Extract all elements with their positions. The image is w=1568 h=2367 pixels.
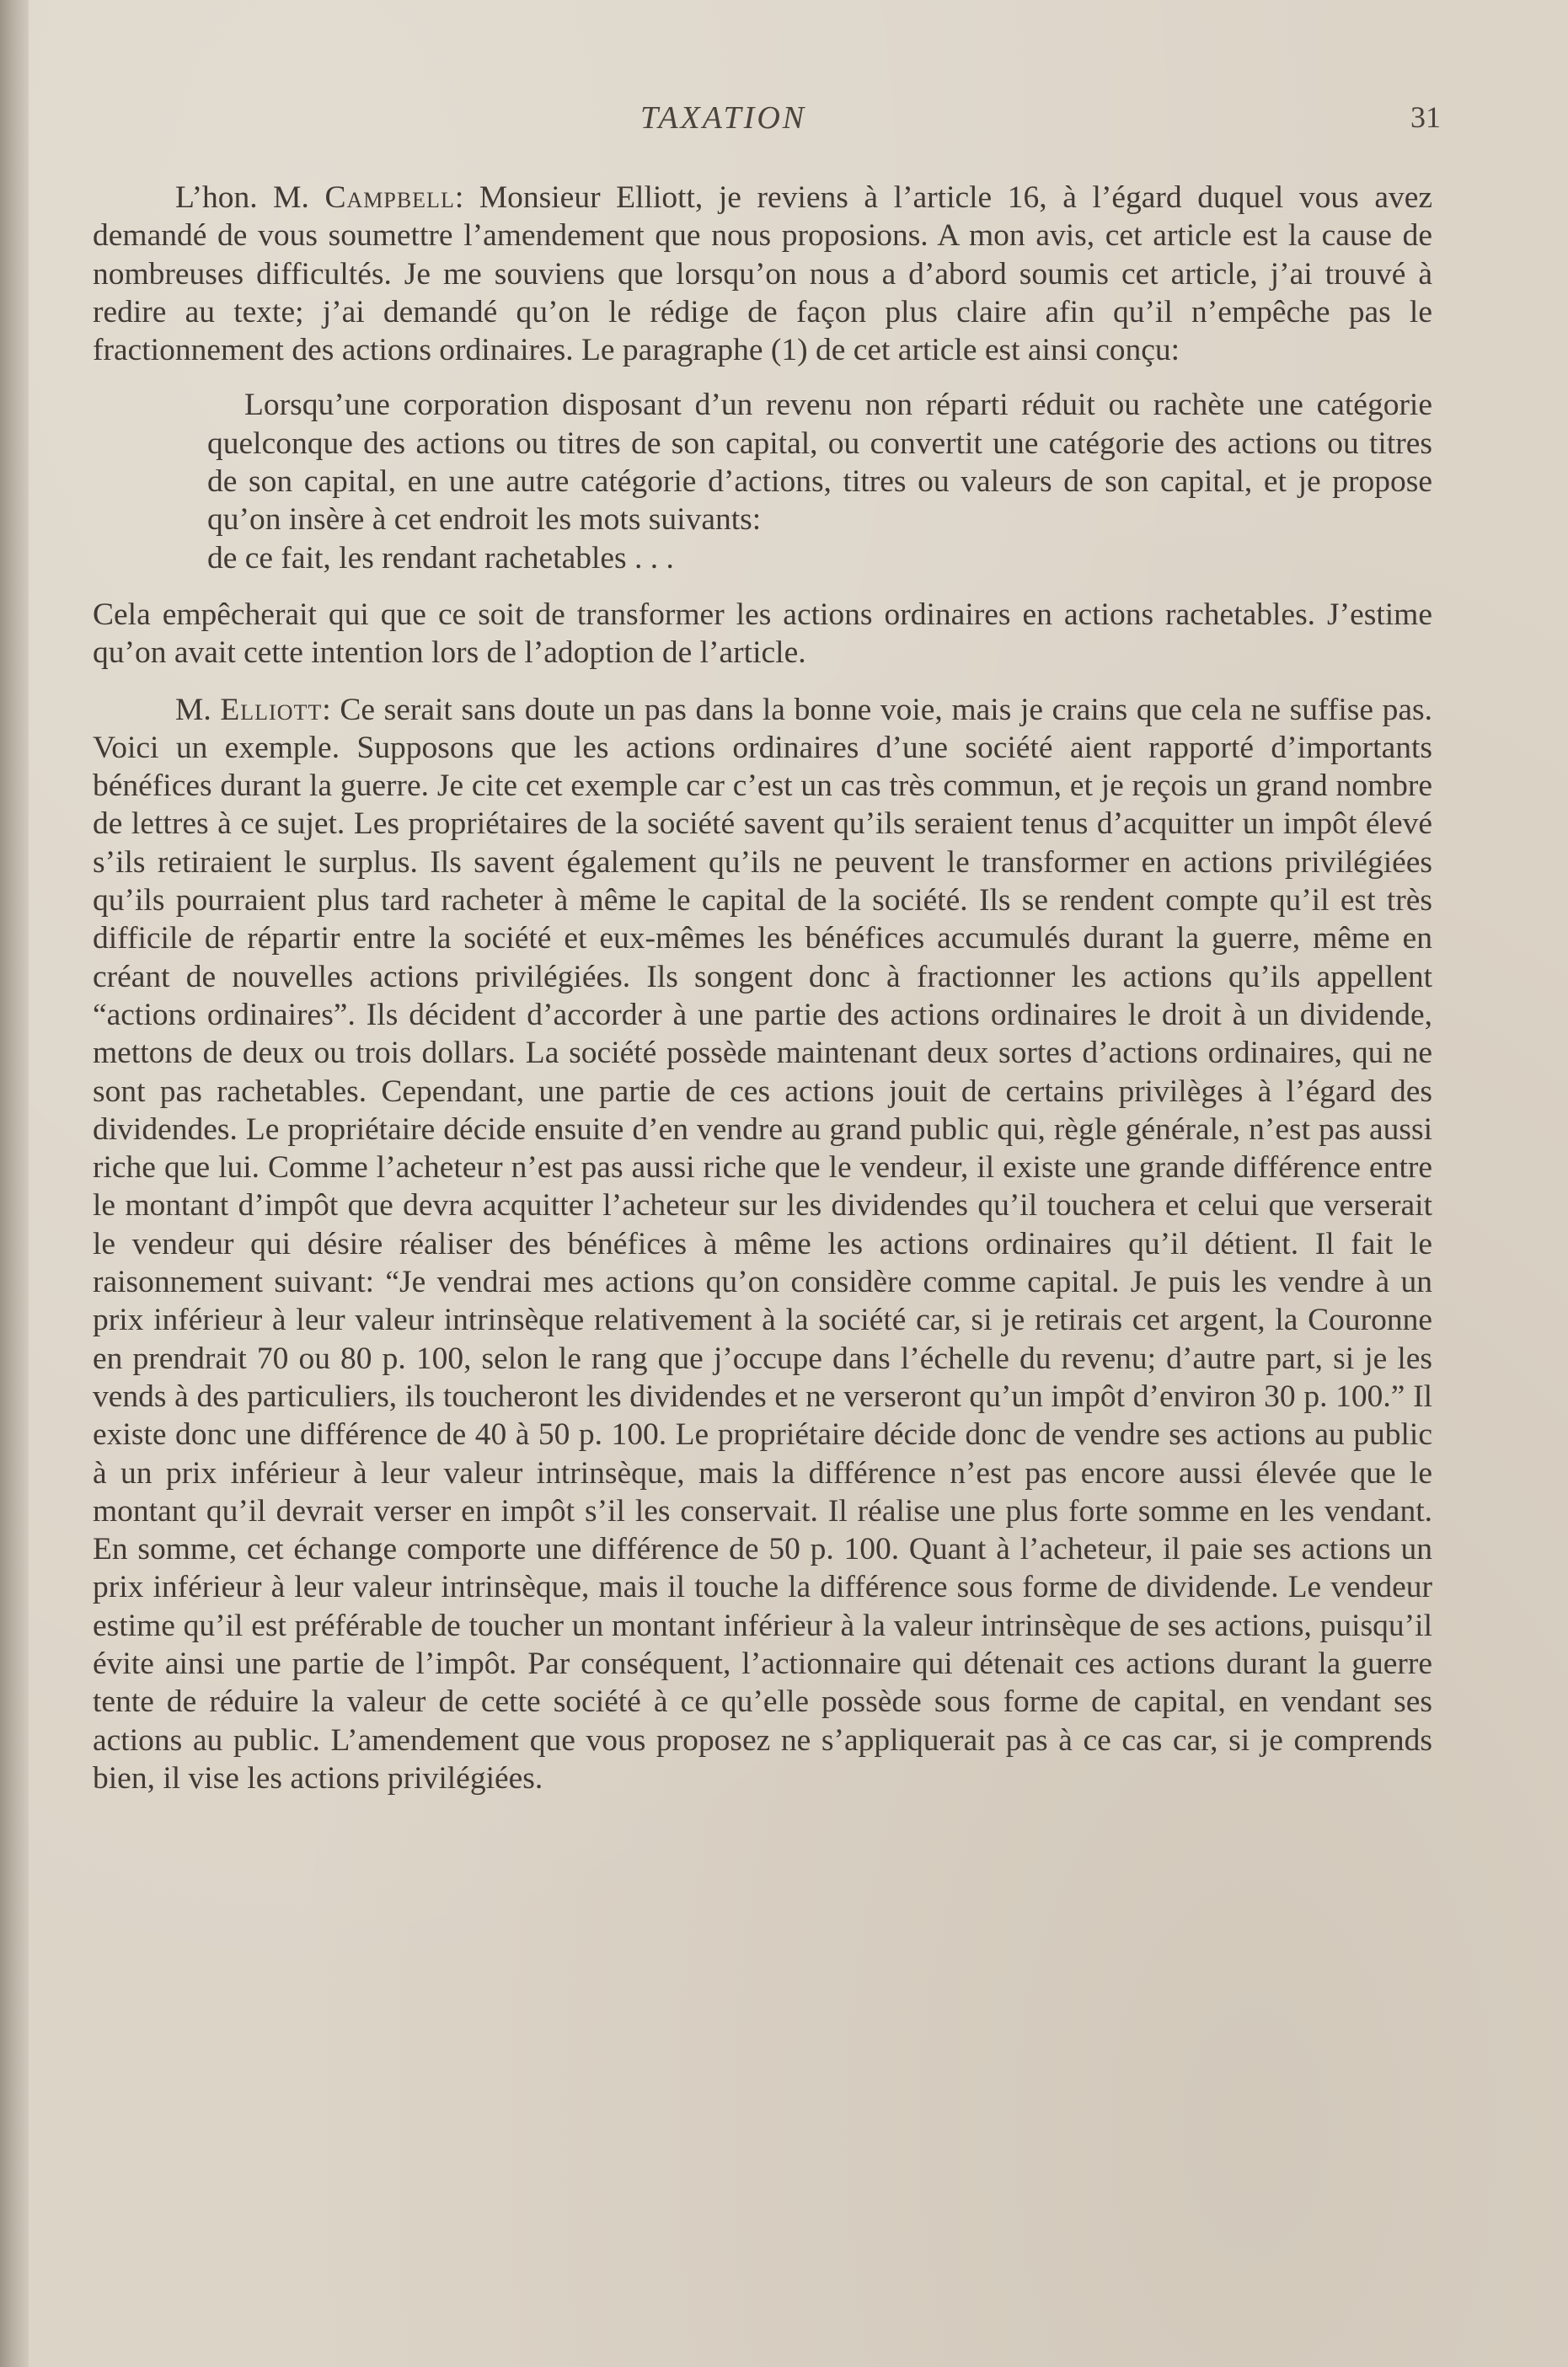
running-title: TAXATION [640,100,807,136]
speaker-name: Campbell [324,180,455,215]
body-text [93,179,1432,1797]
binding-shadow [0,0,29,2367]
paragraph-text: : Ce serait sans doute un pas dans la bonne voie, mais je crains que cela ne suffise pas. Voici un exemple. Supposons que les actions ordinaires d’une société aient rapporté d’importants bénéfices durant la guerre. Je cite cet exemple car c’est un cas très commun, et je reçois un grand nombre de lettres à ce sujet. Les propriétaires de la société savent qu’ils seraient tenus d’acquitter un impôt élevé s’ils retiraient le surplus. Ils savent également qu’ils ne peuvent le transformer en actions privilégiées qu’ils pourraient plus tard racheter à même le capital de la société. Ils se rendent compte qu’il est très difficile de répartir entre la société et eux-mêmes les bénéfices accumulés durant la guerre, même en créant de nouvelles actions privilégiées. Ils songent donc à fractionner les actions qu’ils appellent “actions ordinaires”. Ils décident d’accorder à une partie des actions ordinaires le droit à un dividende, mettons de deux ou trois dollars. La société possède maintenant deux sortes d’actions ordinaires, qui ne sont pas rachetables. Cependant, une partie de ces actions jouit de certains privilèges à l’égard des dividendes. Le propriétaire décide ensuite d’en vendre au grand public qui, règle générale, n’est pas aussi riche que lui. Comme l’acheteur n’est pas aussi riche que le vendeur, il existe une grande différence entre le montant d’impôt que devra acquitter l’acheteur sur les dividendes qu’il touchera et celui que verserait le vendeur qui désire réaliser des bénéfices à même les actions ordinaires qu’il détient. Il fait le raisonnement suivant: “Je vendrai mes actions qu’on considère comme capital. Je puis les vendre à un prix inférieur à leur valeur intrinsèque relativement à la société car, si je retirais cet argent, la Couronne en prendrait 70 ou 80 p. 100, selon le rang que j’occupe dans l’échelle du revenu; d’autre part, si je les vends à des particuliers, ils toucheront les dividendes et ne verseront qu’un impôt d’environ 30 p. 100.” Il existe donc une différence de 40 à 50 p. 100. Le propriétaire décide donc de vendre ses actions au public à un prix inférieur à leur valeur intrinsèque, mais la différence n’est pas encore aussi élevée que le montant qu’il devrait verser en impôt s’il les conservait. Il réalise une plus forte somme en les vendant. En somme, cet échange comporte une différence de 50 p. 100. Quant à l’acheteur, il paie ses actions un prix inférieur à leur valeur intrinsèque, mais il touche la différence sous forme de dividende. Le vendeur estime qu’il est préférable de toucher un montant inférieur à la valeur intrinsèque de ses actions, puisqu’il évite ainsi une partie de l’impôt. Par conséquent, l’actionnaire qui détenait ces actions durant la guerre tente de réduire la valeur de cette société à ce qu’elle possède sous forme de capital, en vendant ses actions au public. L’amendement que vous proposez ne s’appliquerait pas à ce cas car, si je comprends bien, il vise les actions privilégiées. [93,692,1432,1796]
page-number: 31 [1410,100,1441,134]
paragraph-elliott [93,691,1432,1798]
running-head [93,99,1441,150]
speaker-prefix: L’hon. M. [175,180,325,215]
speaker-name: Elliott [220,692,323,727]
quote-text: Lorsqu’une corporation disposant d’un revenu non réparti réduit ou rachète une catégorie quelconque des actions ou titres de son capital, ou convertit une catégorie des actions ou titres de son capital, en une autre catégorie d’actions, titres ou valeurs de son capital, et je propose qu’on insère à cet endroit les mots suivants: [207,388,1432,538]
quote-tail: de ce fait, les rendant rachetables . . . [207,540,674,576]
paragraph-continuation: Cela empêcherait qui que ce soit de transformer les actions ordinaires en actions rachetables. J’estime qu’on avait cette intention lors de l’adoption de l’article. [93,597,1432,671]
speaker-prefix: M. [175,692,221,727]
paragraph-campbell [93,179,1432,369]
quoted-clause [207,386,1432,576]
paragraph-text: : Monsieur Elliott, je reviens à l’article 16, à l’égard duquel vous avez demandé de vous soumettre l’amendement que nous proposions. A mon avis, cet article est la cause de nombreuses difficultés. Je me souviens que lorsqu’on nous a d’abord soumis cet article, j’ai trouvé à redire au texte; j’ai demandé qu’on le rédige de façon plus claire afin qu’il n’empêche pas le fractionnement des actions ordinaires. Le paragraphe (1) de cet article est ainsi conçu: [93,180,1432,368]
